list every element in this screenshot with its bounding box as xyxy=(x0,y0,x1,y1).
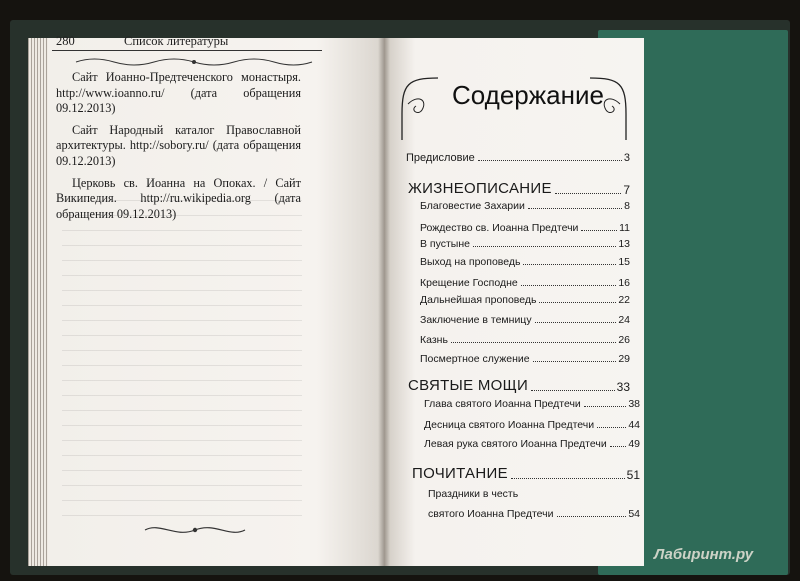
leader-dots xyxy=(478,160,622,161)
toc-item-label: В пустыне xyxy=(420,238,470,250)
leader-dots xyxy=(511,478,625,479)
toc-item[interactable] xyxy=(420,353,630,365)
leader-dots xyxy=(557,516,627,517)
toc-item[interactable] xyxy=(420,294,630,306)
toc-section-label: СВЯТЫЕ МОЩИ xyxy=(408,377,529,394)
toc-item[interactable] xyxy=(420,222,630,234)
leader-dots xyxy=(581,230,617,231)
toc-item-label: Дальнейшая проповедь xyxy=(420,294,537,306)
toc-item-page: 44 xyxy=(628,419,640,431)
toc-section-label: ПОЧИТАНИЕ xyxy=(412,465,508,482)
leader-dots xyxy=(451,342,616,343)
leader-dots xyxy=(533,361,617,362)
toc-item[interactable] xyxy=(428,488,640,500)
toc-item[interactable] xyxy=(424,419,640,431)
toc-item[interactable] xyxy=(406,152,630,164)
page-number: 280 xyxy=(56,34,75,48)
leader-dots xyxy=(523,264,616,265)
toc-section-page: 33 xyxy=(616,380,630,394)
toc-item[interactable] xyxy=(420,334,630,346)
leader-dots xyxy=(531,390,615,391)
toc-item[interactable] xyxy=(420,314,630,326)
toc-item-label: Посмертное служение xyxy=(420,353,530,365)
toc-item-page: 24 xyxy=(618,314,630,326)
toc-item-page: 3 xyxy=(623,152,630,164)
watermark-logo: Лабиринт.ру xyxy=(654,546,754,563)
toc-item-label: Десница святого Иоанна Предтечи xyxy=(424,419,595,431)
toc-item-page: 15 xyxy=(618,256,630,268)
toc-section-label: ЖИЗНЕОПИСАНИЕ xyxy=(408,180,552,197)
toc-item[interactable] xyxy=(420,256,630,268)
toc-item-page: 22 xyxy=(618,294,630,306)
toc-item-page: 8 xyxy=(624,200,630,212)
bibliography-entry: Церковь св. Иоанна на Опоках. / Сайт Википедия. http://ru.wikipedia.org (дата обращения 09.12.2013) xyxy=(56,175,301,221)
toc-item-page: 16 xyxy=(618,277,630,289)
toc-item-page: 26 xyxy=(618,334,630,346)
toc-item[interactable] xyxy=(424,438,640,450)
leader-dots xyxy=(535,322,617,323)
bibliography-entry: Сайт Народный каталог Православной архитектуры. http://sobory.ru/ (дата обращения 09.12.2013) xyxy=(56,122,301,168)
toc-item-label: Казнь xyxy=(420,334,448,346)
contents-title: Содержание xyxy=(452,80,604,110)
toc-item-label: Крещение Господне xyxy=(420,277,518,289)
toc-item[interactable] xyxy=(420,238,630,250)
leader-dots xyxy=(610,446,627,447)
leader-dots xyxy=(539,302,616,303)
toc-item-page: 13 xyxy=(618,238,630,250)
toc-item-label: Рождество св. Иоанна Предтечи xyxy=(420,222,579,234)
leader-dots xyxy=(555,193,622,194)
toc-item[interactable] xyxy=(420,277,630,289)
toc-section-page: 51 xyxy=(626,468,640,482)
toc-item-label: Предисловие xyxy=(406,152,475,164)
toc-section[interactable] xyxy=(408,377,630,394)
leader-dots xyxy=(521,285,617,286)
toc-item-page: 11 xyxy=(619,222,630,234)
running-title: Список литературы xyxy=(124,34,229,48)
leader-dots xyxy=(528,208,622,209)
toc-section[interactable] xyxy=(408,180,630,197)
toc-section-page: 7 xyxy=(623,183,630,197)
toc-item[interactable] xyxy=(424,398,640,410)
toc-item-page: 49 xyxy=(628,438,640,450)
leader-dots xyxy=(597,427,626,428)
toc-section[interactable] xyxy=(412,465,640,482)
leader-dots xyxy=(473,246,616,247)
toc-item-label: Глава святого Иоанна Предтечи xyxy=(424,398,581,410)
toc-item-page: 38 xyxy=(628,398,640,410)
toc-item[interactable] xyxy=(420,200,630,212)
toc-item[interactable] xyxy=(428,508,640,520)
toc-item-label: Левая рука святого Иоанна Предтечи xyxy=(424,438,607,450)
toc-item-label: Благовестие Захарии xyxy=(420,200,525,212)
bibliography-entry: Сайт Иоанно-Предтеченского монастыря. http://www.ioanno.ru/ (дата обращения 09.12.2013) xyxy=(56,70,301,116)
leader-dots xyxy=(584,406,627,407)
toc-item-label: Выход на проповедь xyxy=(420,256,521,268)
toc-item-label: Праздники в честь xyxy=(428,488,519,500)
toc-item-label: святого Иоанна Предтечи xyxy=(428,508,554,520)
toc-item-page: 54 xyxy=(628,508,640,520)
toc-item-label: Заключение в темницу xyxy=(420,314,532,326)
toc-item-page: 29 xyxy=(618,353,630,365)
